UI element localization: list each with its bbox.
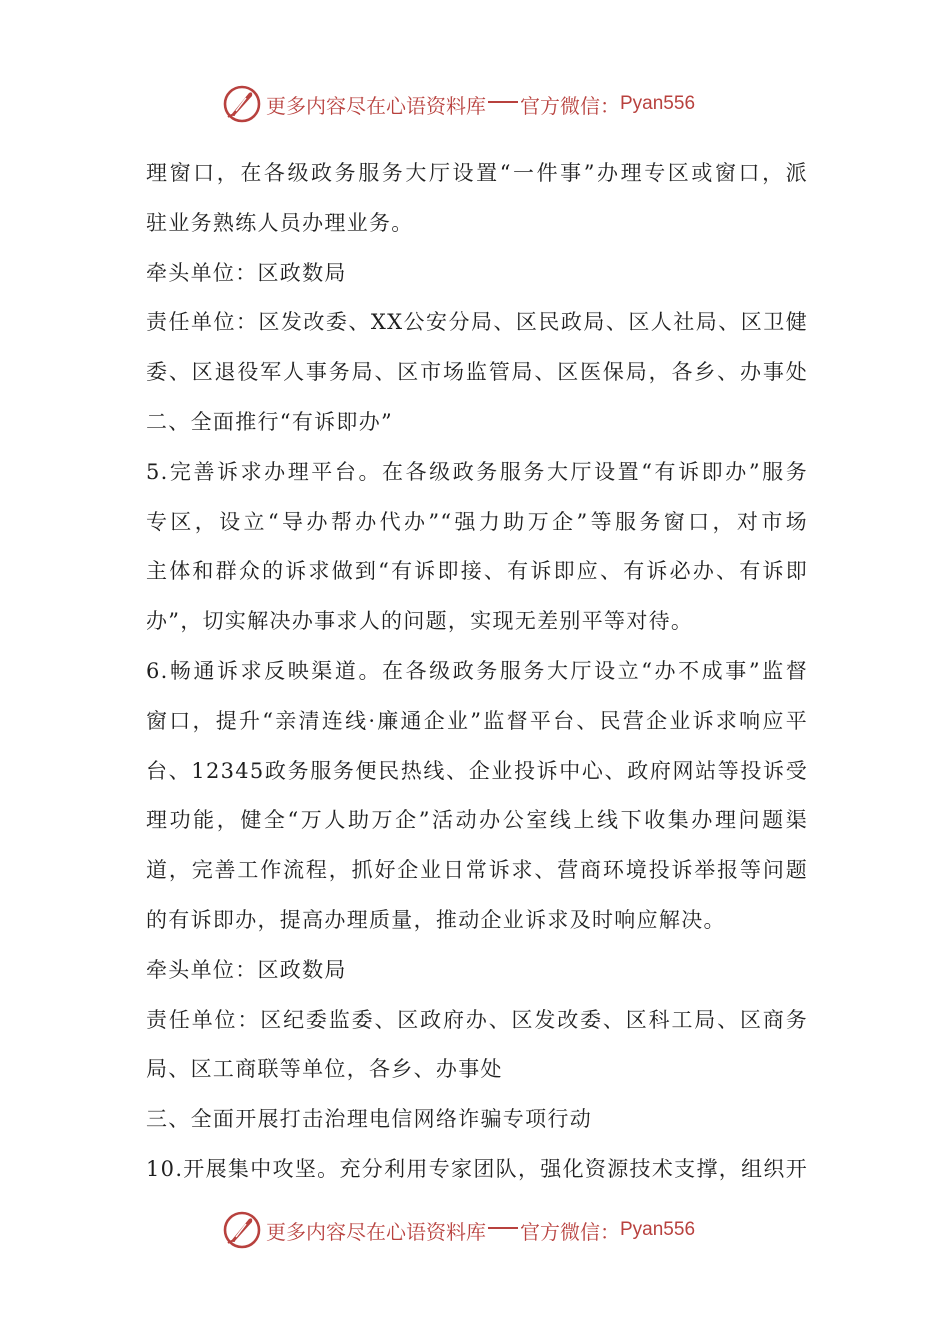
watermark-text: 更多内容尽在心语资料库 bbox=[266, 1219, 486, 1244]
responsible-unit-line: 责任单位：区纪委监委、区政府办、区发改委、区科工局、区商务 bbox=[146, 1007, 808, 1032]
watermark-label: 官方微信： bbox=[520, 93, 620, 118]
text-line: 理窗口，在各级政务服务大厅设置“一件事”办理专区或窗口，派 bbox=[146, 161, 808, 185]
text-line: 窗口，提升“亲清连线·廉通企业”监督平台、民营企业诉求响应平 bbox=[146, 708, 808, 733]
watermark-footer bbox=[222, 1210, 695, 1250]
section-heading: 三、全面开展打击治理电信网络诈骗专项行动 bbox=[146, 1107, 592, 1132]
text-line: 的有诉即办，提高办理质量，推动企业诉求及时响应解决。 bbox=[146, 907, 726, 932]
watermark-handle: Pyan556 bbox=[620, 1219, 696, 1240]
text-line: 理功能，健全“万人助万企”活动办公室线上线下收集办理问题渠 bbox=[146, 808, 808, 833]
watermark-label: 官方微信： bbox=[520, 1219, 620, 1244]
quill-logo-icon bbox=[222, 84, 262, 124]
text-line: 道，完善工作流程，抓好企业日常诉求、营商环境投诉举报等问题 bbox=[146, 858, 808, 883]
section-heading: 二、全面推行“有诉即办” bbox=[146, 409, 394, 434]
watermark-dash bbox=[488, 1227, 518, 1229]
text-line: 驻业务熟练人员办理业务。 bbox=[146, 210, 414, 235]
watermark-header bbox=[222, 84, 695, 124]
responsible-unit-line: 责任单位：区发改委、XX公安分局、区民政局、区人社局、区卫健 bbox=[146, 310, 808, 335]
watermark-handle: Pyan556 bbox=[620, 93, 696, 114]
lead-unit-line: 牵头单位：区政数局 bbox=[146, 957, 347, 982]
quill-logo-icon bbox=[222, 1210, 262, 1250]
text-line: 局、区工商联等单位，各乡、办事处 bbox=[146, 1057, 503, 1082]
lead-unit-line: 牵头单位：区政数局 bbox=[146, 260, 347, 285]
document-body bbox=[146, 149, 808, 1195]
text-line: 主体和群众的诉求做到“有诉即接、有诉即应、有诉必办、有诉即 bbox=[146, 559, 808, 584]
watermark-dash bbox=[488, 101, 518, 103]
text-line: 专区，设立“导办帮办代办”“强力助万企”等服务窗口，对市场 bbox=[146, 509, 808, 534]
item-heading: 5.完善诉求办理平台。在各级政务服务大厅设置“有诉即办”服务 bbox=[146, 459, 808, 484]
text-line: 台、12345政务服务便民热线、企业投诉中心、政府网站等投诉受 bbox=[146, 758, 808, 783]
item-heading: 10.开展集中攻坚。充分利用专家团队，强化资源技术支撑，组织开 bbox=[146, 1156, 808, 1181]
watermark-text: 更多内容尽在心语资料库 bbox=[266, 93, 486, 118]
text-line: 委、区退役军人事务局、区市场监管局、区医保局，各乡、办事处 bbox=[146, 360, 808, 385]
item-heading: 6.畅通诉求反映渠道。在各级政务服务大厅设立“办不成事”监督 bbox=[146, 658, 808, 683]
text-line: 办”，切实解决办事求人的问题，实现无差别平等对待。 bbox=[146, 609, 694, 634]
